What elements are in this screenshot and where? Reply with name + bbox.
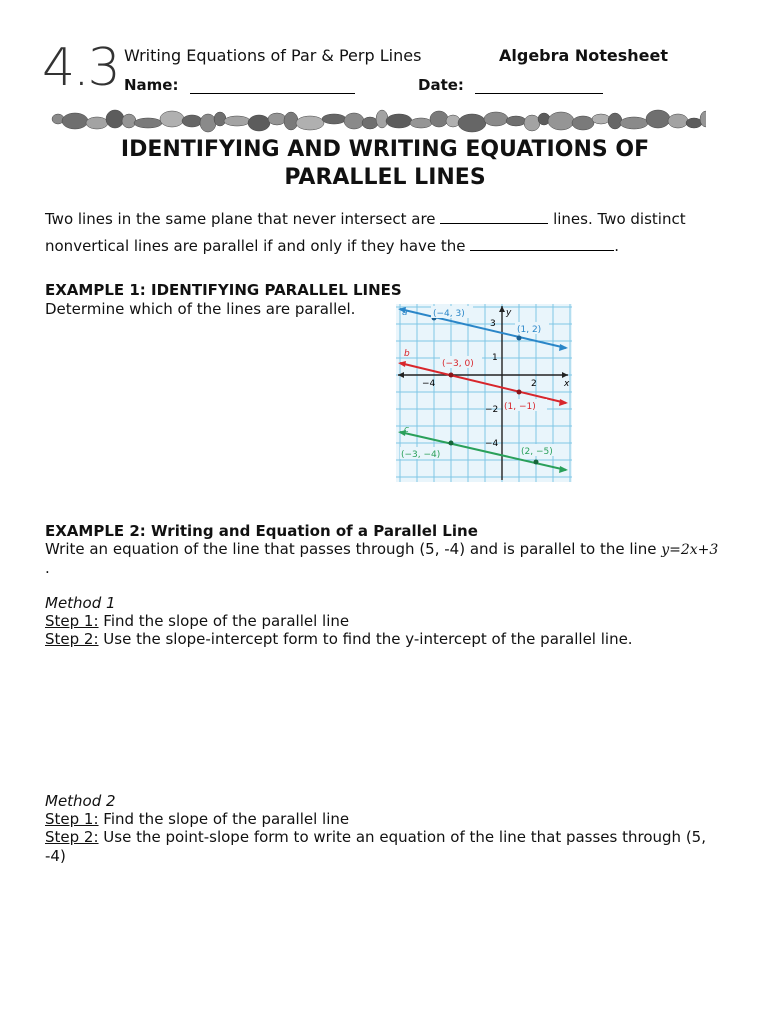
- method1-step2: [45, 630, 633, 648]
- stone-shape: [524, 115, 540, 131]
- line-b-label: b: [404, 349, 410, 359]
- slope-blank[interactable]: [470, 236, 614, 251]
- page-title-line1: IDENTIFYING AND WRITING EQUATIONS OF: [120, 137, 650, 162]
- stone-shape: [506, 116, 526, 126]
- stone-divider-decoration: [46, 106, 706, 134]
- notesheet-label: Algebra Notesheet: [499, 46, 669, 65]
- method2-step1-text: Find the slope of the parallel line: [98, 810, 350, 828]
- stone-shape: [458, 114, 486, 132]
- stone-shape: [284, 112, 298, 130]
- example1-graph: [396, 304, 572, 482]
- stone-shape: [182, 115, 202, 127]
- method2-step2-label: Step 2:: [45, 828, 99, 846]
- method1-step2-label: Step 2:: [45, 630, 99, 648]
- date-label: Date:: [418, 76, 464, 94]
- page-title: [0, 136, 770, 192]
- stone-shape: [122, 114, 136, 128]
- stone-shape: [322, 114, 346, 124]
- date-blank[interactable]: [475, 93, 603, 94]
- stone-shape: [620, 117, 648, 129]
- point-neg3-neg4: [449, 441, 454, 446]
- name-label: Name:: [124, 76, 179, 94]
- stone-shape: [430, 111, 448, 127]
- stone-shape: [646, 110, 670, 128]
- stone-shape: [134, 118, 162, 128]
- page-title-line2: PARALLEL LINES: [284, 165, 486, 190]
- stone-shape: [86, 117, 108, 129]
- method1-title: Method 1: [45, 594, 116, 612]
- example1-heading: EXAMPLE 1: IDENTIFYING PARALLEL LINES: [45, 281, 402, 299]
- stone-shape: [106, 110, 124, 128]
- method2-step2-continued: -4): [45, 847, 66, 865]
- point-label-2-neg5: (2, −5): [521, 447, 553, 457]
- example2-prompt-line: [45, 540, 718, 558]
- stone-shape: [608, 113, 622, 129]
- tick-label-y1: 1: [492, 353, 498, 363]
- stone-shape: [410, 118, 432, 128]
- definition-text-3: nonvertical lines are parallel if and only if they have the: [45, 237, 466, 255]
- method1-step2-text: Use the slope-intercept form to find the y-intercept of the parallel line.: [98, 630, 633, 648]
- stone-shape: [268, 113, 286, 125]
- point-1-neg1: [517, 390, 522, 395]
- parallel-blank[interactable]: [440, 209, 548, 224]
- definition-text-1: Two lines in the same plane that never intersect are: [45, 210, 436, 228]
- y-axis-label: y: [506, 308, 512, 318]
- name-blank[interactable]: [190, 93, 355, 94]
- stone-shape: [592, 114, 610, 124]
- stone-shape: [572, 116, 594, 130]
- tick-label-y-neg4: −4: [485, 439, 499, 449]
- notesheet-topic: Writing Equations of Par & Perp Lines: [124, 46, 422, 65]
- tick-label-y-neg2: −2: [485, 405, 499, 415]
- point-label-neg3-neg4: (−3, −4): [401, 450, 441, 460]
- definition-line1: [45, 209, 686, 228]
- line-c-label: c: [404, 425, 409, 435]
- example1-prompt: Determine which of the lines are parallel.: [45, 300, 356, 318]
- point-neg3-0: [449, 373, 454, 378]
- definition-line2: [45, 236, 619, 255]
- stone-shape: [224, 116, 250, 126]
- stone-shape: [484, 112, 508, 126]
- stone-shape: [668, 114, 688, 128]
- stone-shape: [214, 112, 226, 126]
- method2-step2: [45, 828, 706, 846]
- tick-label-x2: 2: [531, 379, 537, 389]
- stone-shape: [296, 116, 324, 130]
- point-label-neg3-0: (−3, 0): [442, 359, 474, 369]
- definition-period: .: [614, 237, 620, 255]
- section-number: 4.3: [42, 38, 119, 98]
- stone-shape: [446, 115, 460, 127]
- example2-equation: y=2x+3: [661, 542, 719, 558]
- point-1-2: [517, 336, 522, 341]
- stone-shape: [62, 113, 88, 129]
- example2-prompt: Write an equation of the line that passes through (5, -4) and is parallel to the line: [45, 540, 657, 558]
- stone-shape: [200, 114, 216, 132]
- tick-label-y3: 3: [490, 319, 496, 329]
- point-label-1-2: (1, 2): [517, 325, 542, 335]
- stone-shape: [248, 115, 270, 131]
- method2-title: Method 2: [45, 792, 116, 810]
- stone-shape: [160, 111, 184, 127]
- method1-step1-text: Find the slope of the parallel line: [98, 612, 350, 630]
- method1-step1: [45, 612, 349, 630]
- method2-step1-label: Step 1:: [45, 810, 99, 828]
- example2-period: .: [45, 559, 50, 577]
- stone-shape: [686, 118, 702, 128]
- stone-shape: [362, 117, 378, 129]
- line-a-label: a: [402, 308, 408, 318]
- stone-shape: [376, 110, 388, 128]
- method2-step1: [45, 810, 349, 828]
- example2-heading: EXAMPLE 2: Writing and Equation of a Parallel Line: [45, 522, 478, 540]
- method2-step2-text: Use the point-slope form to write an equation of the line that passes through (5,: [98, 828, 706, 846]
- tick-label-x-neg4: −4: [422, 379, 436, 389]
- method1-step1-label: Step 1:: [45, 612, 99, 630]
- stone-shape: [344, 113, 364, 129]
- x-axis-label: x: [564, 379, 570, 389]
- point-label-neg4-3: (−4, 3): [433, 309, 465, 319]
- point-label-1-neg1: (1, −1): [504, 402, 536, 412]
- stone-shape: [548, 112, 574, 130]
- point-2-neg5: [534, 460, 539, 465]
- stone-shape: [386, 114, 412, 128]
- definition-text-2: lines. Two distinct: [553, 210, 686, 228]
